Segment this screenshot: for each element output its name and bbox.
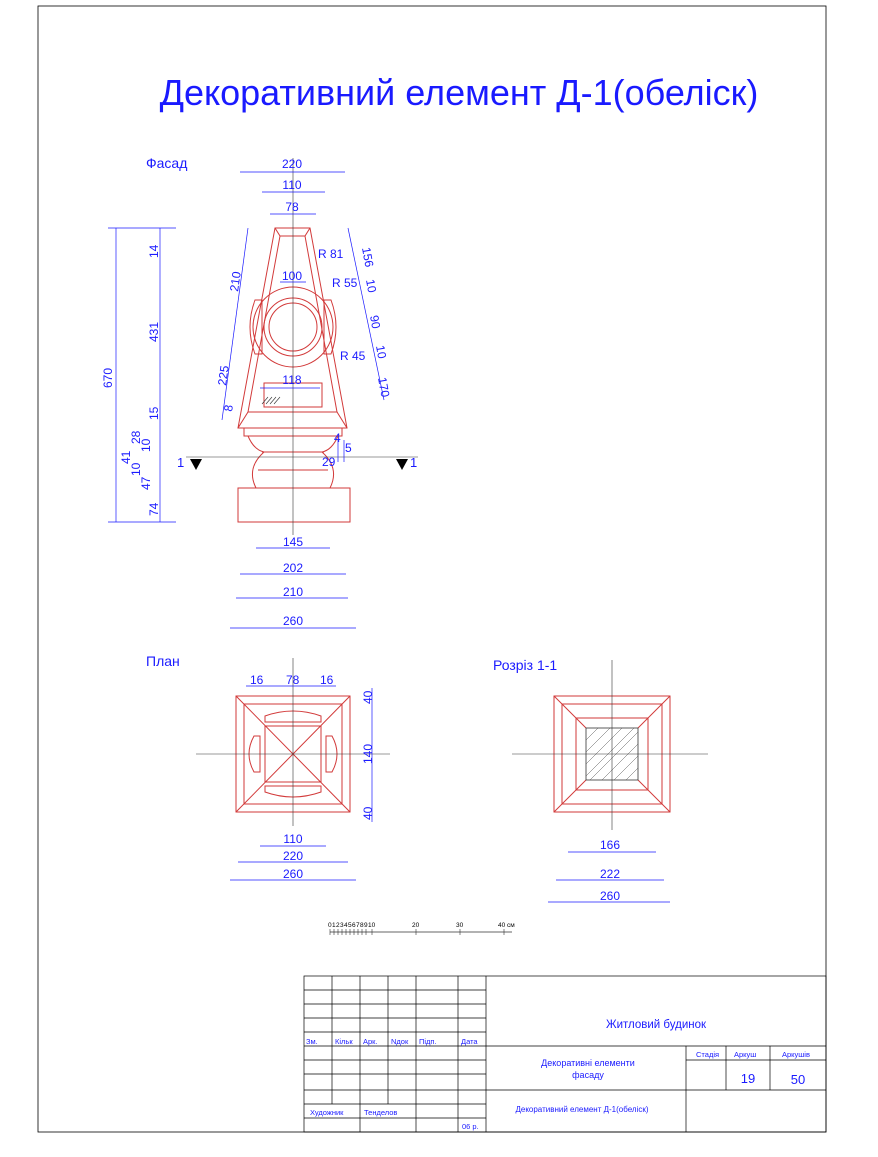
dim-10-slant-b: 10 <box>373 344 390 360</box>
dim-10a: 10 <box>139 438 153 452</box>
dim-145: 145 <box>282 535 304 549</box>
dim-14: 14 <box>147 244 161 258</box>
section-dim-260: 260 <box>599 889 621 903</box>
dim-r55: R 55 <box>332 276 358 290</box>
dim-41: 41 <box>119 450 133 464</box>
tb-header-data: Дата <box>461 1037 478 1046</box>
label-plan: План <box>146 653 180 669</box>
tb-sheets-total: 50 <box>790 1072 806 1087</box>
plan-dim-220: 220 <box>282 849 304 863</box>
dim-78: 78 <box>285 200 299 214</box>
dim-15: 15 <box>147 406 161 420</box>
dim-r81: R 81 <box>318 247 344 261</box>
dim-210: 210 <box>282 585 304 599</box>
facade-dimension-lines <box>108 172 384 628</box>
dim-225-slant: 225 <box>215 364 232 387</box>
dim-10b: 10 <box>129 462 143 476</box>
tb-stage-label: Стадія <box>696 1050 720 1059</box>
dim-r45: R 45 <box>340 349 366 363</box>
label-facade: Фасад <box>146 155 188 171</box>
label-section: Розріз 1-1 <box>493 657 558 673</box>
tb-sheets-label: Аркушів <box>782 1050 810 1059</box>
dim-10-slant-a: 10 <box>363 278 380 294</box>
dim-4: 4 <box>334 431 341 445</box>
scale-3: 3 <box>340 922 344 929</box>
scale-1: 1 <box>332 922 336 929</box>
dim-156-slant: 156 <box>359 246 377 269</box>
sheet-frame <box>38 6 826 1132</box>
scale-8: 8 <box>360 922 364 929</box>
tb-person: Тенделов <box>364 1108 398 1117</box>
plan-dim-260: 260 <box>282 867 304 881</box>
plan-dim-40a: 40 <box>361 690 375 704</box>
scale-6: 6 <box>352 922 356 929</box>
plan-dim-40b: 40 <box>361 806 375 820</box>
dim-202: 202 <box>282 561 304 575</box>
dim-210-slant: 210 <box>227 270 244 293</box>
tb-sheet-no: 19 <box>740 1071 756 1086</box>
dim-47: 47 <box>139 476 153 490</box>
dim-29: 29 <box>322 455 336 469</box>
section-dim-166: 166 <box>599 838 621 852</box>
scale-2: 2 <box>336 922 340 929</box>
tb-header-ndok: Nдок <box>391 1037 409 1046</box>
plan-dim-16b: 16 <box>320 673 334 687</box>
scale-30: 30 <box>456 922 464 929</box>
scale-20: 20 <box>412 922 420 929</box>
section-dim-222: 222 <box>599 867 621 881</box>
tb-role: Художник <box>310 1108 344 1117</box>
dim-28: 28 <box>129 430 143 444</box>
dim-670: 670 <box>101 367 115 388</box>
plinth <box>238 488 350 522</box>
dim-260: 260 <box>282 614 304 628</box>
dim-90-slant: 90 <box>367 314 384 330</box>
section-mark-left: 1 <box>177 455 185 470</box>
tb-header-zm: Зм. <box>306 1037 318 1046</box>
tb-sheet-name-2: фасаду <box>572 1070 604 1080</box>
dim-220: 220 <box>281 157 303 171</box>
tb-header-pidp: Підп. <box>419 1037 437 1046</box>
dim-5: 5 <box>345 441 352 455</box>
dim-170-slant: 170 <box>375 376 393 399</box>
scale-10: 10 <box>368 922 376 929</box>
dim-74: 74 <box>147 502 161 516</box>
plan-dim-78: 78 <box>286 673 300 687</box>
scale-40: 40 см <box>498 922 515 929</box>
tb-sheet-label: Аркуш <box>734 1050 757 1059</box>
scale-7: 7 <box>356 922 360 929</box>
tb-date: 06 р. <box>462 1122 479 1131</box>
tb-header-kilk: Кільк <box>335 1037 353 1046</box>
tb-project: Житловий будинок <box>605 1019 707 1031</box>
scale-0: 0 <box>328 922 332 929</box>
plan-dim-140: 140 <box>361 743 375 764</box>
dim-431: 431 <box>147 321 161 342</box>
scale-9: 9 <box>364 922 368 929</box>
dim-8-slant: 8 <box>221 403 236 413</box>
scale-bar <box>328 922 515 935</box>
section-mark-right: 1 <box>410 455 418 470</box>
plan-dim-16a: 16 <box>250 673 264 687</box>
scale-4: 4 <box>344 922 348 929</box>
drawing-title: Декоративний елемент Д-1(обеліск) <box>159 72 759 113</box>
dim-100: 100 <box>281 269 303 283</box>
dim-118: 118 <box>282 373 302 387</box>
scale-5: 5 <box>348 922 352 929</box>
tb-drawing-name: Декоративний елемент Д-1(обеліск) <box>515 1105 649 1114</box>
tb-sheet-name-1: Декоративні елементи <box>541 1058 635 1068</box>
dim-110: 110 <box>282 178 302 192</box>
plan-dim-110: 110 <box>283 832 303 846</box>
tb-header-ark: Арк. <box>363 1037 378 1046</box>
